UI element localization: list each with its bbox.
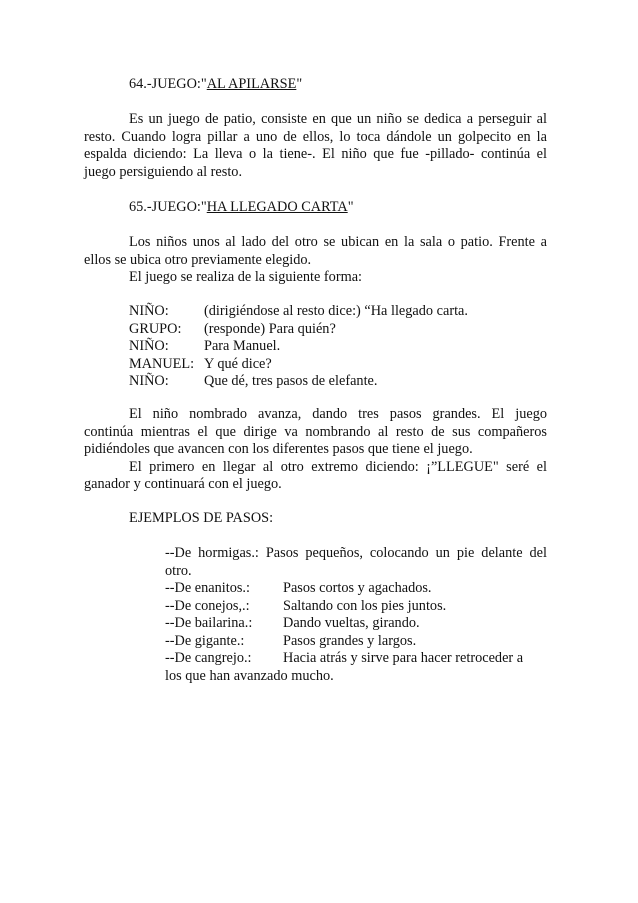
paragraph-line: ellos se ubica otro previamente elegido. [84, 251, 312, 268]
dialogue-speaker: NIÑO: [129, 338, 169, 354]
example-name: --De cangrejo.: [165, 650, 252, 666]
section-64-heading [84, 76, 547, 94]
example-line: otro. [165, 562, 192, 579]
dialogue-speaker: MANUEL: [129, 355, 195, 372]
paragraph-line: ganador y continuará con el juego. [84, 476, 282, 492]
paragraph-line: resto. Cuando logra pillar a uno de ellos, lo toca dándole un golpecito en la [84, 128, 547, 145]
dialogue-row [84, 321, 547, 339]
dialogue-text: Que dé, tres pasos de elefante. [204, 373, 378, 389]
dialogue-text: Y qué dice? [204, 355, 272, 372]
paragraph-line: El niño nombrado avanza, dando tres pasos grandes. El juego [129, 406, 547, 422]
heading-prefix: 64.-JUEGO:" [129, 76, 207, 92]
example-name: --De bailarina.: [165, 615, 253, 631]
dialogue-speaker: NIÑO: [129, 373, 169, 389]
dialogue-speaker: NIÑO: [129, 303, 169, 319]
paragraph-line: pidiéndoles que avancen con los diferentes pasos que tiene el juego. [84, 441, 473, 457]
paragraph-line: juego persiguiendo al resto. [84, 163, 243, 180]
paragraph-line: Los niños unos al lado del otro se ubican en la sala o patio. Frente a [129, 234, 547, 250]
heading-suffix: " [296, 76, 303, 92]
dialogue-row [84, 373, 547, 391]
dialogue-row [84, 338, 547, 356]
dialogue-row [84, 303, 547, 321]
dialogue-text: (dirigiéndose al resto dice:) “Ha llegado carta. [204, 303, 468, 319]
example-desc: Dando vueltas, girando. [283, 615, 420, 631]
example-item [165, 598, 547, 616]
examples-list [165, 545, 547, 685]
dialogue-text: Para Manuel. [204, 338, 281, 354]
example-item [165, 615, 547, 633]
dialogue-speaker: GRUPO: [129, 320, 182, 337]
example-desc: Pasos cortos y agachados. [283, 580, 432, 596]
example-name: --De enanitos.: [165, 580, 250, 596]
paragraph-line: Es un juego de patio, consiste en que un niño se dedica a perseguir al [129, 111, 547, 127]
heading-title: AL APILARSE [206, 76, 297, 92]
example-desc: Saltando con los pies juntos. [283, 597, 447, 614]
section-64-paragraph [84, 111, 547, 181]
dialogue-row [84, 356, 547, 374]
paragraph-line: El juego se realiza de la siguiente forma: [129, 269, 363, 285]
heading-suffix: " [347, 199, 354, 215]
example-line: --De hormigas.: Pasos pequeños, colocando un pie delante del [165, 545, 547, 561]
example-item [165, 633, 547, 651]
paragraph-line: continúa mientras el que dirige va nombrando al resto de sus compañeros [84, 423, 547, 440]
paragraph-line: espalda diciendo: La lleva o la tiene-. El niño que fue -pillado- continúa el [84, 146, 547, 162]
example-line: los que han avanzado mucho. [165, 667, 334, 684]
examples-heading [84, 510, 547, 528]
section-65-intro [84, 234, 547, 287]
example-item [165, 650, 547, 668]
section-65-rules [84, 406, 547, 494]
dialogue-block [84, 303, 547, 391]
dialogue-text: (responde) Para quién? [204, 320, 336, 337]
heading-prefix: 65.-JUEGO:" [129, 199, 207, 215]
heading-title: HA LLEGADO CARTA [206, 199, 348, 215]
example-desc: Hacia atrás y sirve para hacer retroceder a [283, 650, 524, 666]
example-name: --De conejos,.: [165, 597, 250, 614]
section-65-heading [84, 199, 547, 217]
paragraph-line: El primero en llegar al otro extremo diciendo: ¡”LLEGUE" seré el [129, 458, 547, 475]
example-item [165, 580, 547, 598]
example-name: --De gigante.: [165, 632, 245, 649]
example-desc: Pasos grandes y largos. [283, 632, 417, 649]
examples-heading-text: EJEMPLOS DE PASOS: [129, 510, 274, 526]
